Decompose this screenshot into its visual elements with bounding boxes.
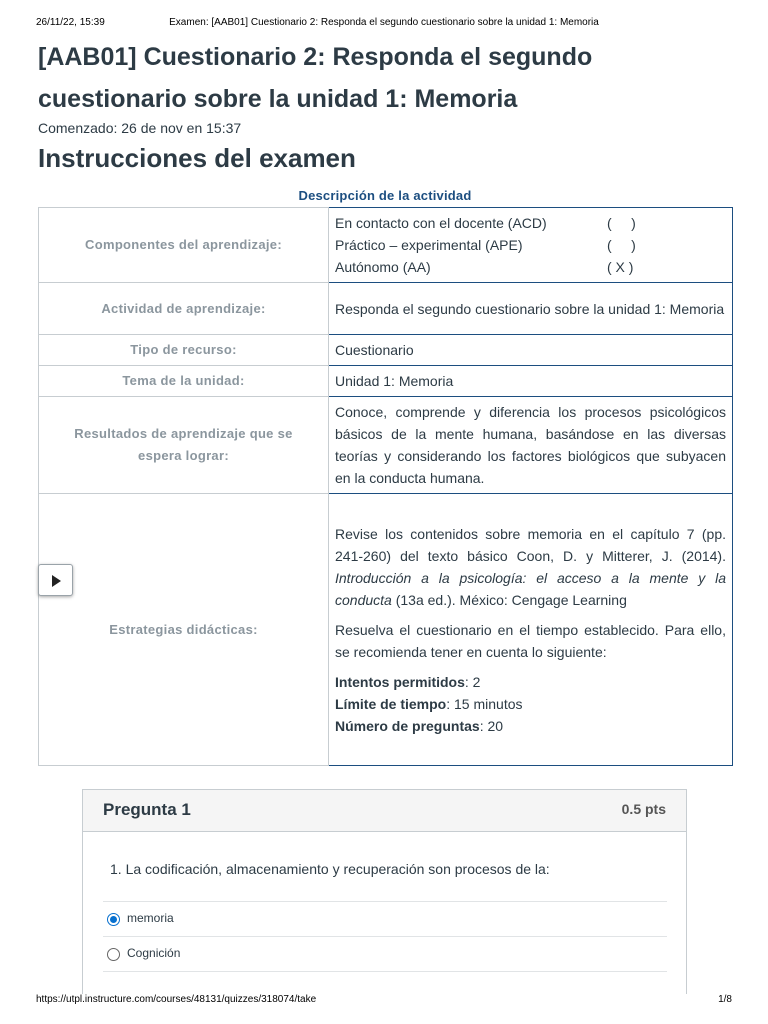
time-limit-label: Límite de tiempo xyxy=(335,695,447,712)
print-date: 26/11/22, 15:39 xyxy=(36,17,105,28)
component-mark: ( X ) xyxy=(607,259,634,275)
time-limit-line xyxy=(335,693,726,715)
components-value xyxy=(329,208,733,283)
activity-label: Actividad de aprendizaje: xyxy=(39,283,329,335)
play-button[interactable] xyxy=(38,564,73,596)
print-header xyxy=(0,17,768,31)
print-page-title: Examen: [AAB01] Cuestionario 2: Responda el segundo cuestionario sobre la unidad 1: Memoria xyxy=(169,17,599,28)
strategies-value xyxy=(329,494,733,766)
attempts-value: : 2 xyxy=(464,673,481,690)
answer-option[interactable] xyxy=(103,971,667,994)
book-title: Introducción a la psicología: el acceso a la mente y la conducta xyxy=(335,569,726,608)
strategies-label: Estrategias didácticas: xyxy=(39,494,329,766)
component-text: Autónomo (AA) xyxy=(335,259,431,275)
table-row xyxy=(39,397,733,494)
table-row xyxy=(39,366,733,397)
resource-label: Tipo de recurso: xyxy=(39,335,329,366)
print-url: https://utpl.instructure.com/courses/48131/quizzes/318074/take xyxy=(36,994,317,1005)
table-row xyxy=(39,208,733,283)
component-mark: ( ) xyxy=(607,215,636,231)
question-count-line xyxy=(335,715,726,737)
question-count-label: Número de preguntas xyxy=(335,717,480,734)
table-row xyxy=(39,494,733,766)
radio-selected[interactable] xyxy=(107,913,120,926)
question-number: Pregunta 1 xyxy=(103,800,191,819)
component-text: En contacto con el docente (ACD) xyxy=(335,215,547,231)
resource-value: Cuestionario xyxy=(329,335,733,366)
time-limit-value: : 15 minutos xyxy=(446,695,523,712)
strategy-instructions: Resuelva el cuestionario en el tiempo establecido. Para ello, se recomienda tener en cuenta lo siguiente: xyxy=(335,621,726,660)
results-value: Conoce, comprende y diferencia los procesos psicológicos básicos de la mente humana, basándose en las diversas teorías y considerando los factores biológicos que subyacen en la conducta humana. xyxy=(329,397,733,494)
answer-label: Cognición xyxy=(127,946,181,960)
table-row xyxy=(39,335,733,366)
question-header xyxy=(83,790,686,832)
attempts-line xyxy=(335,671,726,693)
topic-label: Tema de la unidad: xyxy=(39,366,329,397)
play-icon xyxy=(52,575,61,587)
question-text: 1. La codificación, almacenamiento y recuperación son procesos de la: xyxy=(110,861,550,877)
components-label: Componentes del aprendizaje: xyxy=(39,208,329,283)
question-points: 0.5 pts xyxy=(621,801,666,817)
answer-option[interactable] xyxy=(103,901,667,936)
quiz-title: [AAB01] Cuestionario 2: Responda el segundo cuestionario sobre la unidad 1: Memoria xyxy=(38,43,593,113)
component-item xyxy=(335,256,726,278)
question-count-value: : 20 xyxy=(479,717,504,734)
question-card xyxy=(82,789,687,994)
table-row xyxy=(39,283,733,335)
strategy-text: Revise los contenidos sobre memoria en el capítulo 7 (pp. 241-260) del texto básico Coon, D. y Mitterer, J. (2014). xyxy=(335,525,726,564)
activity-caption: Descripción de la actividad xyxy=(298,188,472,203)
activity-value: Responda el segundo cuestionario sobre la unidad 1: Memoria xyxy=(329,283,733,335)
print-page-number: 1/8 xyxy=(718,994,732,1005)
answer-label: memoria xyxy=(127,911,174,925)
component-item xyxy=(335,212,726,234)
answer-option[interactable] xyxy=(103,936,667,971)
activity-table xyxy=(38,207,733,766)
print-footer xyxy=(0,994,768,1008)
strategy-reading xyxy=(335,523,726,611)
started-timestamp: Comenzado: 26 de nov en 15:37 xyxy=(38,120,242,136)
results-label: Resultados de aprendizaje que se espera lograr: xyxy=(39,397,329,494)
radio-unselected[interactable] xyxy=(107,948,120,961)
attempts-label: Intentos permitidos xyxy=(335,673,465,690)
component-mark: ( ) xyxy=(607,237,636,253)
instructions-heading: Instrucciones del examen xyxy=(38,143,356,173)
strategy-text: (13a ed.). México: Cengage Learning xyxy=(391,591,627,608)
component-text: Práctico – experimental (APE) xyxy=(335,237,523,253)
component-item xyxy=(335,234,726,256)
topic-value: Unidad 1: Memoria xyxy=(329,366,733,397)
